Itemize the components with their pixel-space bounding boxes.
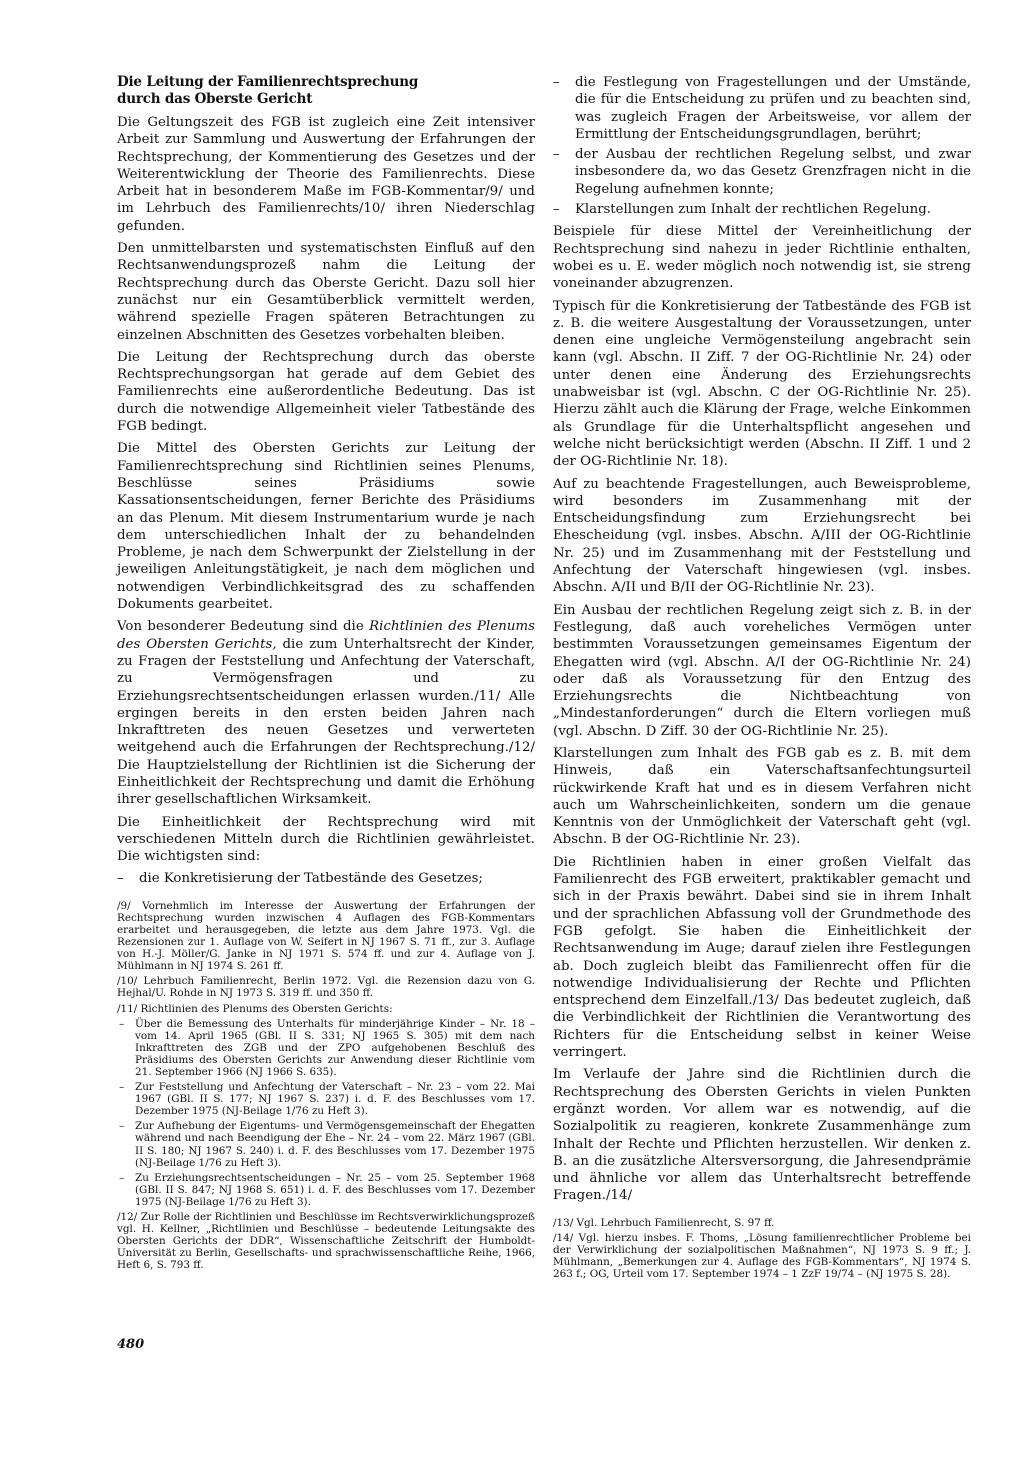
section-heading (117, 74, 535, 108)
footnote-list-text: Zur Feststellung und Anfechtung der Vaterschaft – Nr. 23 – vom 22. Mai 1967 (GBl. II S. 177; NJ 1967 S. 237) i. d. F. des Beschlusses vom 17. Dezember 1975 (NJ-Beilage 1/76 zu Heft 3). (135, 1081, 535, 1118)
footnote-11-list (117, 1018, 535, 1208)
dash-mark: – (553, 75, 560, 90)
paragraph-4: Die Mittel des Obersten Gerichts zur Leitung der Familienrechtsprechung sind Richtlinien seines Plenums, Beschlüsse seines Präsidiums sowie Kassationsentscheidungen, ferner Berichte des Präsidiums an das Plenum. Mit diesem Instrumentarium wurde je nach dem unterschiedlichen Inhalt der zu behandelnden Probleme, je nach dem Schwerpunkt der Zielstellung in der jeweiligen Anleitungstätigkeit, je nach dem möglichen und notwendigen Verbindlichkeitsgrad des zu schaffenden Dokuments gearbeitet. (117, 441, 535, 613)
dash-mark: – (117, 871, 124, 887)
list-item (117, 870, 535, 887)
right-column (553, 74, 971, 1283)
list-item-text: der Ausbau der rechtlichen Regelung selbst, und zwar insbesondere da, wo das Gesetz Grenzfragen nicht in die Regelung aufnehmen konnte; (575, 147, 971, 197)
paragraph-5-italic: Richtlinien des Plenums des Obersten Gerichts, (117, 619, 536, 652)
footnote-9: /9/ Vornehmlich im Interesse der Auswertung der Erfahrungen der Rechtsprechung wurden inzwischen 4 Auflagen des FGB-Kommentars erarbeitet und herausgegeben, die letzte aus dem Jahre 1973. Vgl. die Rezensionen zur 1. Auflage von W. Seifert in NJ 1967 S. 71 ff., zur 3. Auflage von H.-J. Möller/G. Janke in NJ 1971 S. 574 ff. und zur 4. Auflage von J. Mühlmann in NJ 1974 S. 261 ff. (117, 899, 535, 973)
dash-mark: – (119, 1081, 125, 1094)
list-item-text: die Konkretisierung der Tatbestände des Gesetzes; (139, 871, 483, 887)
paragraph-13: Im Verlaufe der Jahre sind die Richtlinien durch die Rechtsprechung des Obersten Gerichts in vielen Punkten ergänzt worden. Vor allem war es notwendig, auf die Sozialpolitik zu reagieren, konkrete Zusammenhänge zum Inhalt der Rechte und Pflichten herzustellen. Wir denken z. B. an die zusätzliche Altersversorgung, die Jahresendprämie und ähnliche vor allem das Unterhaltsrecht betreffende Fragen./14/ (553, 1067, 971, 1204)
list-item (553, 201, 971, 218)
footnotes-left (117, 900, 535, 1272)
footnote-list-text: Zur Aufhebung der Eigentums- und Vermögensgemeinschaft der Ehegatten während und nach Beendigung der Ehe – Nr. 24 – vom 22. März 1967 (GBl. II S. 180; NJ 1967 S. 240) i. d. F. des Beschlusses vom 17. Dezember 1975 (NJ-Beilage 1/76 zu Heft 3). (135, 1120, 535, 1169)
means-list-left (117, 870, 535, 887)
paragraph-8: Typisch für die Konkretisierung der Tatbestände des FGB ist z. B. die weitere Ausgestaltung der Voraussetzungen, unter denen eine ungleiche Vermögensteilung angebracht sein kann (vgl. Abschn. II Ziff. 7 der OG-Richtlinie Nr. 24) oder unter denen eine Änderung des Erziehungsrechts unabweisbar ist (vgl. Abschn. C der OG-Richtlinie Nr. 25). Hierzu zählt auch die Klärung der Frage, welche Einkommen als Grundlage für die Unterhaltspflicht angesehen und welche nicht berücksichtigt werden (Abschn. II Ziff. 1 und 2 der OG-Richtlinie Nr. 18). (553, 298, 971, 470)
footnote-12: /12/ Zur Rolle der Richtlinien und Beschlüsse im Rechtsverwirklichungsprozeß vgl. H. Kellner, „Richtlinien und Beschlüsse – bedeutende Leitungsakte des Obersten Gerichts der DDR“, Wissenschaftliche Zeitschrift der Humboldt-Universität zu Berlin, Gesellschafts- und sprachwissenschaftliche Reihe, 1966, Heft 6, S. 793 ff. (117, 1211, 535, 1272)
footnote-10: /10/ Lehrbuch Familienrecht, Berlin 1972. Vgl. die Rezension dazu von G. Hejhal/U. Rohde in NJ 1973 S. 319 ff. und 350 ff. (117, 975, 535, 1000)
list-item-text: Klarstellungen zum Inhalt der rechtlichen Regelung. (575, 202, 931, 218)
page-number: 480 (117, 1337, 145, 1352)
paragraph-7: Beispiele für diese Mittel der Vereinheitlichung der Rechtsprechung sind nahezu in jeder Richtlinie enthalten, wobei es u. E. weder möglich noch notwendig ist, sie streng voneinander abzugrenzen. (553, 224, 971, 292)
dash-mark: – (553, 147, 560, 163)
footnotes-right (553, 1217, 971, 1280)
dash-mark: – (119, 1120, 125, 1133)
paragraph-9: Auf zu beachtende Fragestellungen, auch Beweisprobleme, wird besonders im Zusammenhang mit der Entscheidungsfindung zum Erziehungsrecht bei Ehescheidung (vgl. insbes. Abschn. A/III der OG-Richtlinie Nr. 25) und im Zusammenhang mit der Feststellung und Anfechtung der Vaterschaft hingewiesen (vgl. insbes. Abschn. A/II und B/II der OG-Richtlinie Nr. 23). (553, 476, 971, 596)
left-column (117, 74, 535, 1274)
list-item (553, 74, 971, 143)
paragraph-5 (117, 618, 535, 808)
footnote-14: /14/ Vgl. hierzu insbes. F. Thoms, „Lösung familienrechtlicher Probleme bei der Verwirklichung der sozialpolitischen Maßnahmen“, NJ 1973 S. 9 ff.; J. Mühlmann, „Bemerkungen zur 4. Auflage des FGB-Kommentars“, NJ 1974 S. 263 f.; OG, Urteil vom 17. September 1974 – 1 ZzF 19/74 – (NJ 1975 S. 28). (553, 1231, 971, 1281)
paragraph-12: Die Richtlinien haben in einer großen Vielfalt das Familienrecht des FGB erweitert, praktikabler gemacht und sich in der Praxis bewährt. Dabei sind sie in ihrem Inhalt und der sprachlichen Abfassung voll der Grundmethode des FGB gefolgt. Sie haben die Einheitlichkeit der Rechtsanwendung im Auge; darauf zielen ihre Festlegungen ab. Doch zugleich bleibt das Familienrecht offen für die notwendige Individualisierung der Rechte und Pflichten entsprechend dem Einzelfall./13/ Das bedeutet zugleich, daß die Verbindlichkeit der Richtlinien die Verantwortung des Richters für die Entscheidung selbst in keiner Weise verringert. (553, 854, 971, 1061)
footnote-11: /11/ Richtlinien des Plenums des Obersten Gerichts: (117, 1002, 393, 1015)
paragraph-2: Den unmittelbarsten und systematischsten Einfluß auf den Rechtsanwendungsprozeß nahm die Leitung der Rechtsprechung durch das Oberste Gericht. Dazu soll hier zunächst nur ein Gesamtüberblick vermittelt werden, während spezielle Fragen späteren Betrachtungen zu einzelnen Abschnitten des Gesetzes vorbehalten bleiben. (117, 241, 535, 343)
means-list-right (553, 74, 971, 218)
footnote-list-item (117, 1081, 535, 1117)
paragraph-6: Die Einheitlichkeit der Rechtsprechung wird mit verschiedenen Mitteln durch die Richtlinien gewährleistet. Die wichtigsten sind: (117, 814, 535, 865)
paragraph-3: Die Leitung der Rechtsprechung durch das oberste Rechtsprechungsorgan hat gerade auf dem Gebiet des Familienrechts eine außerordentliche Bedeutung. Das ist durch die notwendige Allgemeinheit vieler Tatbestände des FGB bedingt. (117, 349, 535, 435)
paragraph-1: Die Geltungszeit des FGB ist zugleich eine Zeit intensiver Arbeit zur Sammlung und Auswertung der Erfahrungen der Rechtsprechung, der Kommentierung des Gesetzes und der Weiterentwicklung der Theorie des Familienrechts. Diese Arbeit hat in besonderem Maße im FGB-Kommentar/9/ und im Lehrbuch des Familienrechts/10/ ihren Niederschlag gefunden. (117, 115, 535, 234)
list-item-text: die Festlegung von Fragestellungen und der Umstände, die für die Entscheidung zu prüfen und zu beachten sind, was zugleich Fragen der Arbeitsweise, vor allem der Ermittlung der Entscheidungsgrundlagen, berührt; (575, 75, 971, 142)
paragraph-5-start: Von besonderer Bedeutung sind die (117, 619, 370, 635)
section-heading-line-1: Die Leitung der Familienrechtsprechung (117, 74, 419, 90)
list-item (553, 146, 971, 198)
dash-mark: – (553, 202, 560, 218)
paragraph-11: Klarstellungen zum Inhalt des FGB gab es z. B. mit dem Hinweis, daß ein Vaterschaftsanfechtungsurteil rückwirkende Kraft hat und es in diesem Verfahren nicht auch um Wahrscheinlichkeiten, sondern um die genaue Kenntnis von der Unmöglichkeit der Vaterschaft geht (vgl. Abschn. B der OG-Richtlinie Nr. 23). (553, 745, 971, 848)
section-heading-line-2: durch das Oberste Gericht (117, 91, 313, 107)
footnote-13: /13/ Vgl. Lehrbuch Familienrecht, S. 97 ff. (553, 1216, 775, 1229)
paragraph-5-end: die zum Unterhaltsrecht der Kinder, zu Fragen der Feststellung und Anfechtung der Vaterschaft, zu Vermögensfragen und zu Erziehungsrechtsentscheidungen erlassen wurden./11/ Alle ergingen bereits in den ersten beiden Jahren nach Inkrafttreten des neuen Gesetzes und verwerteten weitgehend auch die Erfahrungen der Rechtsprechung./12/ Die Hauptzielstellung der Richtlinien ist die Sicherung der Einheitlichkeit der Rechtsprechung und damit die Erhöhung ihrer gesellschaftlichen Wirksamkeit. (117, 636, 535, 808)
footnote-list-text: Über die Bemessung des Unterhalts für minderjährige Kinder – Nr. 18 – vom 14. April 1965 (GBl. II S. 331; NJ 1965 S. 305) mit dem nach Inkrafttreten des ZGB und der ZPO aufgehobenen Beschluß des Präsidiums des Obersten Gerichts zur Anwendung dieser Richtlinie vom 21. September 1966 (NJ 1966 S. 635). (135, 1017, 535, 1078)
dash-mark: – (119, 1171, 125, 1184)
footnote-list-item (117, 1018, 535, 1078)
footnote-list-item (117, 1120, 535, 1168)
dash-mark: – (119, 1017, 125, 1030)
paragraph-10: Ein Ausbau der rechtlichen Regelung zeigt sich z. B. in der Festlegung, daß auch voreheliches Vermögen unter bestimmten Voraussetzungen gemeinsames Eigentum der Ehegatten wird (vgl. Abschn. A/I der OG-Richtlinie Nr. 24) oder daß als Voraussetzung für den Entzug des Erziehungsrechts die Nichtbeachtung von „Mindestanforderungen“ durch die Eltern vorliegen muß (vgl. Abschn. D Ziff. 30 der OG-Richtlinie Nr. 25). (553, 602, 971, 739)
footnote-list-item (117, 1172, 535, 1208)
footnote-list-text: Zu Erziehungsrechtsentscheidungen – Nr. 25 – vom 25. September 1968 (GBl. II S. 847; NJ 1968 S. 651) i. d. F. des Beschlusses vom 17. Dezember 1975 (NJ-Beilage 1/76 zu Heft 3). (135, 1171, 535, 1208)
